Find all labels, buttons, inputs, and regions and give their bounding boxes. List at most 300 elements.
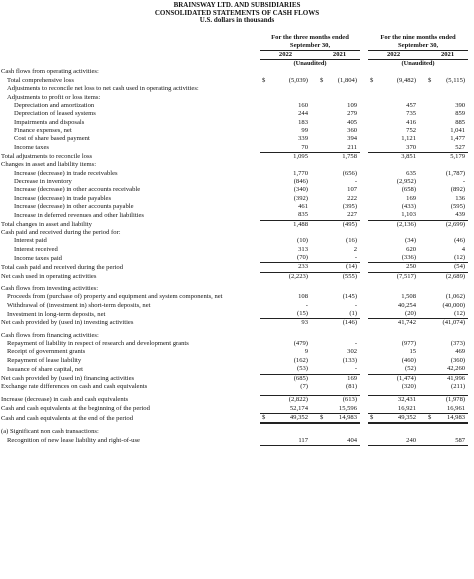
currency-symbol (368, 127, 378, 135)
value-q-2021: (495) (319, 220, 360, 229)
value-9m-2022: (977) (401, 340, 417, 348)
currency-symbol: $ (260, 413, 270, 423)
value-q-2021: (613) (319, 396, 360, 405)
currency-symbol (260, 203, 270, 211)
currency-symbol (260, 127, 270, 135)
gap (311, 127, 319, 135)
gap (468, 396, 474, 405)
value-q-2021: (133) (342, 356, 358, 364)
value-9m-2022 (378, 68, 419, 76)
table-row (0, 85, 474, 93)
currency-symbol (260, 319, 270, 328)
value-9m-2021 (427, 68, 468, 76)
value-q-2022: 52,174 (289, 404, 308, 412)
gap (311, 437, 319, 446)
gap (468, 319, 474, 328)
gap (419, 152, 427, 161)
value-9m-2022 (378, 428, 419, 436)
gap (419, 170, 427, 178)
value-9m-2021 (427, 94, 468, 102)
gap (360, 178, 368, 186)
value-q-2021: 169 (319, 374, 360, 383)
gap (311, 135, 319, 143)
value-9m-2022: 169 (406, 194, 417, 202)
gap (419, 211, 427, 220)
value-q-2022: (392) (293, 194, 308, 202)
row-label: Withdrawal of (investment in) short-term deposits, net (7, 301, 151, 309)
row-label: Repayment of liability in respect of research and development grants (7, 340, 189, 348)
value-q-2022 (270, 428, 311, 436)
gap (360, 152, 368, 161)
gap (360, 161, 368, 169)
gap (468, 211, 474, 220)
table-row (0, 293, 474, 301)
value-9m-2021 (427, 285, 468, 293)
currency-symbol (368, 68, 378, 76)
row-label: (a) Significant non cash transactions: (1, 428, 99, 436)
value-q-2021: 405 (347, 118, 358, 126)
table-row (0, 319, 474, 328)
table-row (0, 77, 474, 85)
value-q-2021: (656) (342, 169, 358, 177)
row-label: Cash and cash equivalents at the beginning of the period (1, 405, 150, 413)
table-row (0, 102, 474, 110)
value-9m-2021: (12) (454, 254, 466, 262)
gap (419, 102, 427, 110)
gap (311, 319, 319, 328)
col-2021-q: 2021 (319, 50, 360, 59)
gap (311, 374, 319, 383)
gap (419, 85, 427, 93)
value-q-2021: (395) (342, 202, 358, 210)
gap (419, 310, 427, 319)
value-9m-2021 (427, 85, 468, 93)
currency-symbol (260, 152, 270, 161)
value-9m-2021: (211) (451, 382, 466, 390)
row-label: Interest received (14, 245, 58, 253)
gap (419, 374, 427, 383)
gap (419, 144, 427, 153)
value-q-2021 (319, 161, 360, 169)
value-q-2022: (2,822) (270, 396, 311, 405)
value-q-2021: 302 (347, 348, 358, 356)
gap (468, 348, 474, 356)
gap (360, 413, 368, 423)
table-row (0, 383, 474, 391)
currency-symbol (368, 102, 378, 110)
value-9m-2021: (2,699) (427, 220, 468, 229)
gap (360, 302, 368, 310)
value-q-2021: (146) (319, 319, 360, 328)
gap (468, 437, 474, 446)
gap (311, 246, 319, 254)
value-q-2021: 222 (347, 194, 358, 202)
currency-symbol: $ (368, 413, 378, 423)
value-9m-2022 (378, 332, 419, 340)
currency-symbol (368, 211, 378, 220)
gap (360, 357, 368, 365)
table-row (0, 94, 474, 102)
gap (360, 211, 368, 220)
currency-symbol (260, 195, 270, 203)
gap (419, 237, 427, 245)
gap (419, 357, 427, 365)
gap (360, 203, 368, 211)
gap (360, 365, 368, 374)
currency-symbol (368, 348, 378, 356)
currency-symbol (260, 237, 270, 245)
gap (468, 152, 474, 161)
gap (419, 229, 427, 237)
row-label: Increase (decrease) in cash and cash equivalents (1, 396, 129, 404)
value-9m-2022 (378, 85, 419, 93)
value-q-2021 (319, 285, 360, 293)
value-9m-2021: 1,041 (450, 126, 466, 134)
value-9m-2021: (2,689) (427, 272, 468, 281)
gap (419, 293, 427, 301)
currency-symbol (368, 237, 378, 245)
nine-months-heading: For the nine months ended (380, 33, 456, 41)
currency-symbol (260, 383, 270, 391)
gap (468, 302, 474, 310)
table-row (0, 348, 474, 356)
value-q-2022: (685) (270, 374, 311, 383)
value-q-2021: (555) (319, 272, 360, 281)
table-row (0, 144, 474, 153)
table-row (0, 135, 474, 143)
value-9m-2022: 1,103 (401, 211, 417, 219)
gap (419, 365, 427, 374)
gap (311, 340, 319, 348)
currency-symbol (260, 310, 270, 319)
row-label: Cash flows from financing activities: (1, 331, 99, 339)
gap (468, 203, 474, 211)
gap (360, 85, 368, 93)
value-q-2021: (14) (319, 263, 360, 272)
row-label: Cash and cash equivalents at the end of the period (1, 414, 134, 422)
currency-symbol (260, 178, 270, 186)
value-q-2022: 160 (298, 101, 308, 109)
currency-symbol: $ (428, 76, 432, 84)
table-row (0, 302, 474, 310)
table-row (0, 332, 474, 340)
value-9m-2021: (1,978) (427, 396, 468, 405)
gap (360, 170, 368, 178)
table-row (0, 152, 474, 161)
currency-symbol (368, 178, 378, 186)
value-q-2021: - (354, 177, 358, 185)
gap (468, 144, 474, 153)
gap (419, 68, 427, 76)
gap (360, 237, 368, 245)
currency-symbol (368, 186, 378, 194)
value-q-2021: - (354, 340, 358, 348)
gap (311, 293, 319, 301)
row-label: Impairments and disposals (14, 118, 85, 126)
currency-symbol (260, 302, 270, 310)
value-q-2022: 70 (301, 143, 308, 151)
value-9m-2022 (378, 161, 419, 169)
value-9m-2022 (378, 229, 419, 237)
currency-symbol (260, 254, 270, 263)
table-row (0, 237, 474, 245)
nine-months-period: September 30, (397, 41, 439, 49)
gap (311, 357, 319, 365)
gap (311, 405, 319, 414)
currency-symbol (368, 85, 378, 93)
gap (311, 272, 319, 281)
gap (419, 161, 427, 169)
table-row (0, 229, 474, 237)
row-label: Increase in deferred revenues and other liabilities (14, 211, 144, 219)
value-9m-2021: (41,074) (427, 319, 468, 328)
row-label: Total comprehensive loss (7, 76, 74, 84)
gap (360, 340, 368, 348)
value-q-2022: 49,352 (270, 413, 311, 423)
value-q-2022: 461 (298, 202, 308, 210)
currency-symbol (368, 340, 378, 348)
statement-rows (0, 68, 474, 445)
value-q-2022: 1,488 (270, 220, 311, 229)
value-9m-2022: (52) (405, 365, 417, 373)
value-9m-2021: 136 (455, 194, 466, 202)
value-9m-2022: (9,482) (396, 76, 417, 84)
value-9m-2021 (427, 229, 468, 237)
gap (468, 77, 474, 85)
value-q-2022: (7) (300, 382, 308, 390)
currency-symbol (368, 302, 378, 310)
value-q-2021: 109 (347, 101, 358, 109)
value-9m-2022: 416 (406, 118, 417, 126)
gap (360, 272, 368, 281)
gap (360, 310, 368, 319)
table-row (0, 195, 474, 203)
gap (468, 127, 474, 135)
gap (419, 332, 427, 340)
value-9m-2021: 587 (427, 437, 468, 446)
table-row (0, 272, 474, 281)
gap (360, 263, 368, 272)
gap (311, 396, 319, 405)
gap (311, 68, 319, 76)
value-9m-2022: 1,508 (401, 293, 417, 301)
gap (468, 293, 474, 301)
table-row (0, 405, 474, 414)
currency-symbol (260, 263, 270, 272)
currency-symbol (260, 340, 270, 348)
statement-header (0, 0, 474, 25)
value-9m-2022: 752 (406, 126, 417, 134)
currency-symbol (368, 161, 378, 169)
row-label: Cash flows from investing activities: (1, 285, 99, 293)
currency-symbol (260, 102, 270, 110)
currency-symbol (260, 94, 270, 102)
value-9m-2021: (360) (450, 356, 466, 364)
value-9m-2021: 5,179 (427, 152, 468, 161)
gap (360, 285, 368, 293)
currency-symbol (368, 365, 378, 374)
gap (419, 77, 427, 85)
gap (468, 310, 474, 319)
value-9m-2021 (427, 161, 468, 169)
table-row (0, 365, 474, 374)
gap (360, 186, 368, 194)
value-q-2022 (270, 332, 311, 340)
gap (419, 396, 427, 405)
gap (311, 310, 319, 319)
value-9m-2021: 885 (455, 118, 466, 126)
value-q-2022: (846) (293, 177, 308, 185)
gap (468, 85, 474, 93)
gap (311, 237, 319, 245)
value-q-2021: 404 (319, 437, 360, 446)
table-row (0, 285, 474, 293)
gap (468, 332, 474, 340)
value-9m-2022: (336) (401, 254, 417, 262)
currency-symbol (260, 405, 270, 414)
currency-symbol (260, 348, 270, 356)
value-q-2022: 9 (304, 348, 308, 356)
value-q-2022: 313 (298, 245, 308, 253)
value-9m-2022: (2,952) (396, 177, 417, 185)
gap (419, 340, 427, 348)
gap (419, 94, 427, 102)
row-label: Exchange rate differences on cash and cash equivalents (1, 382, 148, 390)
value-9m-2021: - (462, 177, 466, 185)
currency-symbol (368, 119, 378, 127)
value-q-2022: 835 (298, 211, 308, 219)
value-q-2021: 15,596 (338, 404, 358, 412)
value-q-2022: (10) (297, 237, 308, 245)
value-9m-2021: 1,477 (450, 135, 466, 143)
gap (468, 68, 474, 76)
value-q-2022 (270, 85, 311, 93)
value-9m-2022: (7,517) (378, 272, 419, 281)
currency-symbol: $ (320, 413, 324, 421)
gap (468, 263, 474, 272)
col-2022-9m: 2022 (368, 50, 419, 59)
table-row (0, 127, 474, 135)
value-q-2021 (319, 94, 360, 102)
value-9m-2021: 439 (455, 211, 466, 219)
value-9m-2022: 32,431 (378, 396, 419, 405)
value-9m-2021: 527 (455, 143, 466, 151)
gap (311, 220, 319, 229)
currency-symbol: $ (370, 76, 374, 84)
table-row (0, 119, 474, 127)
table-row (0, 68, 474, 76)
gap (360, 119, 368, 127)
gap (311, 211, 319, 220)
table-row (0, 211, 474, 220)
gap (360, 396, 368, 405)
row-label: Increase (decrease) in other accounts receivable (14, 186, 141, 194)
value-q-2022: - (305, 301, 308, 309)
row-label: Adjustments to reconcile net loss to net cash used in operating activities: (7, 85, 199, 93)
currency-symbol (368, 263, 378, 272)
value-q-2021: 227 (347, 211, 358, 219)
unaudited-label-q: (Unaudited) (293, 60, 327, 68)
value-9m-2022: 240 (378, 437, 419, 446)
value-9m-2022 (378, 285, 419, 293)
currency-symbol (368, 229, 378, 237)
value-9m-2022: 370 (406, 143, 417, 151)
table-row (0, 263, 474, 272)
value-9m-2022: 40,254 (397, 301, 417, 309)
value-9m-2021: (12) (454, 310, 466, 318)
value-q-2021: - (354, 254, 358, 262)
value-9m-2022: 41,742 (378, 319, 419, 328)
value-9m-2022: (320) (401, 382, 417, 390)
currency-symbol (260, 161, 270, 169)
gap (419, 319, 427, 328)
currency-symbol (260, 211, 270, 220)
value-9m-2022: 3,851 (378, 152, 419, 161)
row-label: Cash flows from operating activities: (1, 68, 99, 76)
value-9m-2022: (658) (401, 186, 417, 194)
gap (468, 119, 474, 127)
value-q-2022: 183 (298, 118, 308, 126)
currency-symbol (368, 310, 378, 319)
gap (360, 428, 368, 436)
value-q-2021: - (354, 365, 358, 373)
value-9m-2021: 42,260 (446, 365, 466, 373)
table-row (0, 437, 474, 446)
value-9m-2022: 16,921 (397, 404, 417, 412)
value-q-2021: - (354, 301, 358, 309)
table-row (0, 161, 474, 169)
value-q-2022: (2,223) (270, 272, 311, 281)
currency-symbol (260, 119, 270, 127)
gap (311, 203, 319, 211)
gap (311, 102, 319, 110)
value-9m-2022: (2,136) (378, 220, 419, 229)
value-9m-2022: 1,121 (401, 135, 417, 143)
value-q-2021 (319, 229, 360, 237)
gap (311, 85, 319, 93)
gap (360, 77, 368, 85)
gap (311, 144, 319, 153)
gap (468, 170, 474, 178)
currency-symbol (368, 383, 378, 391)
gap (468, 365, 474, 374)
value-9m-2021: 859 (455, 110, 466, 118)
gap (311, 383, 319, 391)
row-label: Recognition of new lease liability and right-of-use (7, 437, 140, 445)
row-label: Receipt of government grants (7, 348, 86, 356)
value-9m-2021: (46) (454, 237, 466, 245)
value-9m-2021: 469 (455, 348, 466, 356)
gap (419, 178, 427, 186)
currency-symbol (368, 357, 378, 365)
table-row (0, 357, 474, 365)
currency-symbol (260, 229, 270, 237)
table-row (0, 428, 474, 436)
gap (468, 340, 474, 348)
currency-symbol (368, 135, 378, 143)
value-q-2022: 244 (298, 110, 308, 118)
currency-symbol (260, 374, 270, 383)
gap (360, 102, 368, 110)
value-q-2022: (15) (297, 310, 308, 318)
currency-symbol (368, 293, 378, 301)
value-q-2022: (479) (293, 340, 308, 348)
value-q-2022 (270, 229, 311, 237)
value-9m-2021: (1,062) (445, 293, 466, 301)
gap (468, 94, 474, 102)
row-label: Changes in asset and liability items: (1, 161, 97, 169)
value-q-2021: 394 (347, 135, 358, 143)
